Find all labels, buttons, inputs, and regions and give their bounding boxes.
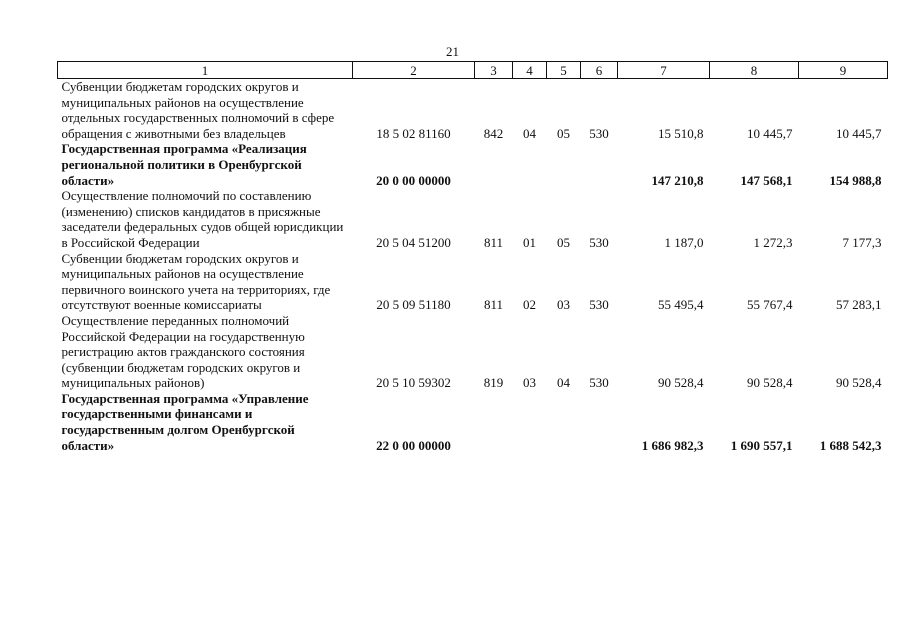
table-row [58,188,888,250]
page-number: 21 [446,44,459,59]
value-col-8: 10 445,7 [747,125,793,141]
cell-col-3: 811 [483,234,504,250]
value-col-9: 154 988,8 [829,172,882,188]
column-number-header-row [58,62,888,79]
cell-col-4 [513,141,547,188]
cell-col-6 [581,391,618,453]
table-row [58,141,888,188]
value-col-8: 90 528,4 [747,375,793,391]
value-col-8: 1 690 557,1 [730,437,793,453]
cell-col-4: 01 [523,234,536,250]
table-row [58,251,888,313]
value-col-7: 147 210,8 [651,172,704,188]
cell-col-5 [547,141,581,188]
table-row [58,79,888,142]
value-col-9: 1 688 542,3 [819,437,882,453]
cell-col-4: 04 [523,125,536,141]
cell-col-5: 05 [557,234,570,250]
value-col-9: 7 177,3 [842,234,882,250]
value-col-8: 147 568,1 [740,172,793,188]
column-header: 5 [547,62,581,79]
value-col-7: 15 510,8 [658,125,704,141]
row-name: Государственная программа «Управление государственными финансами и государственным долгом Оренбургской области» [61,390,309,453]
table-row [58,313,888,391]
cell-col-3: 811 [483,297,504,313]
column-header: 1 [58,62,353,79]
column-header: 6 [581,62,618,79]
row-name: Государственная программа «Реализация региональной политики в Оренбургской области» [61,141,307,188]
column-header: 3 [475,62,513,79]
cell-col-6: 530 [589,297,609,313]
cell-col-6: 530 [589,375,609,391]
cell-col-5 [547,391,581,453]
target-code: 20 5 09 51180 [376,297,451,313]
table-row [58,391,888,453]
cell-col-4: 03 [523,375,536,391]
value-col-7: 1 187,0 [664,234,704,250]
row-name: Субвенции бюджетам городских округов и муниципальных районов на осуществление отдельных государственных полномочий в сфере обращения с животными без владельцев [61,79,335,141]
value-col-9: 57 283,1 [836,297,882,313]
cell-col-6 [581,141,618,188]
value-col-7: 1 686 982,3 [641,437,704,453]
budget-table [57,61,888,453]
cell-col-3: 842 [483,125,504,141]
target-code: 20 5 04 51200 [376,234,451,250]
cell-col-3: 819 [483,375,504,391]
value-col-8: 55 767,4 [747,297,793,313]
cell-col-6: 530 [589,234,609,250]
cell-col-5: 05 [557,125,570,141]
cell-col-4 [513,391,547,453]
target-code: 20 5 10 59302 [376,375,451,391]
cell-col-3 [475,141,513,188]
value-col-7: 55 495,4 [658,297,704,313]
cell-col-3 [475,391,513,453]
target-code: 22 0 00 00000 [376,437,451,453]
cell-col-4: 02 [523,297,536,313]
value-col-8: 1 272,3 [753,234,793,250]
row-name: Субвенции бюджетам городских округов и муниципальных районов на осуществление первичного воинского учета на территориях, где отсутствуют военные комиссариаты [61,250,331,313]
target-code: 18 5 02 81160 [376,125,451,141]
column-header: 7 [618,62,710,79]
value-col-7: 90 528,4 [658,375,704,391]
column-header: 4 [513,62,547,79]
column-header: 8 [710,62,799,79]
value-col-9: 10 445,7 [836,125,882,141]
cell-col-6: 530 [589,125,609,141]
value-col-9: 90 528,4 [836,375,882,391]
row-name: Осуществление переданных полномочий Российской Федерации на государственную регистрацию актов гражданского состояния (субвенции бюджетам городских округов и муниципальных районов) [61,312,305,391]
target-code: 20 0 00 00000 [376,172,451,188]
column-header: 9 [799,62,888,79]
row-name: Осуществление полномочий по составлению (изменению) списков кандидатов в присяжные заседатели федеральных судов общей юрисдикции в Российской Федерации [61,188,344,250]
cell-col-5: 04 [557,375,570,391]
cell-col-5: 03 [557,297,570,313]
column-header: 2 [353,62,475,79]
